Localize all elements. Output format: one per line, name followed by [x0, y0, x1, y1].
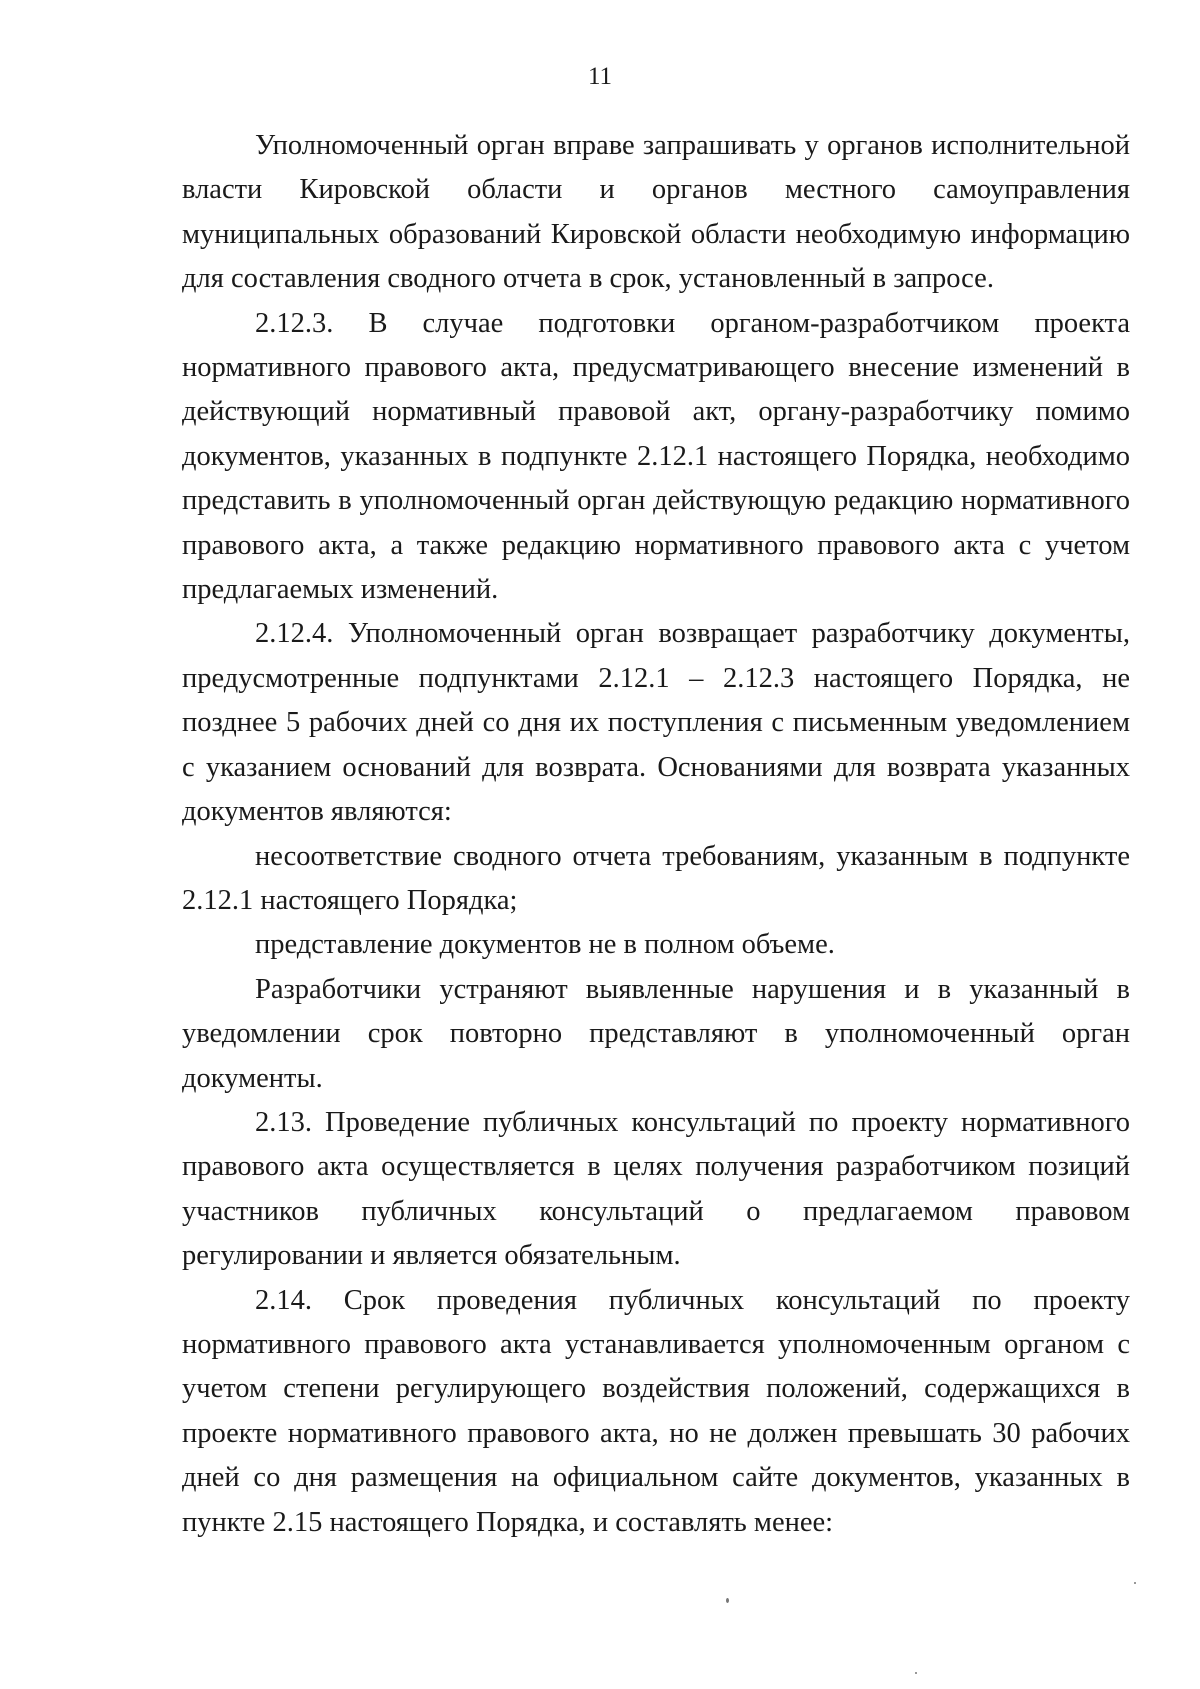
scan-speck — [915, 1672, 917, 1674]
paragraph-2-12-4: 2.12.4. Уполномоченный орган возвращает разработчику документы, предусмотренные подпунктами 2.12.1 – 2.12.3 настоящего Порядка, не позднее 5 рабочих дней со дня их поступления с письменным уведомлением с указанием оснований для возврата. Основаниями для возврата указанных документов являются: — [182, 618, 1130, 828]
page-number: 11 — [587, 63, 613, 90]
paragraph-2-14: 2.14. Срок проведения публичных консультаций по проекту нормативного правового акта устанавливается уполномоченным органом с учетом степени регулирующего воздействия положений, содержащихся в проекте нормативного правового акта, но не должен превышать 30 рабочих дней со дня размещения на официальном сайте документов, указанных в пункте 2.15 настоящего Порядка, и составлять менее: — [182, 1284, 1130, 1538]
scan-speck — [726, 1598, 729, 1603]
paragraph-developers-resubmit: Разработчики устраняют выявленные нарушения и в указанный в уведомлении срок повторно представляют в уполномоченный орган документы. — [182, 973, 1130, 1094]
paragraph-return-ground-2: представление документов не в полном объеме. — [255, 929, 835, 961]
paragraph-return-ground-1: несоответствие сводного отчета требованиям, указанным в подпункте 2.12.1 настоящего Порядка; — [182, 840, 1130, 916]
paragraph-2-12-3: 2.12.3. В случае подготовки органом-разработчиком проекта нормативного правового акта, предусматривающего внесение изменений в действующий нормативный правовой акт, органу-разработчику помимо документов, указанных в подпункте 2.12.1 настоящего Порядка, необходимо представить в уполномоченный орган действующую редакцию нормативного правового акта, а также редакцию нормативного правового акта с учетом предлагаемых изменений. — [182, 307, 1130, 606]
paragraph-2-13: 2.13. Проведение публичных консультаций по проекту нормативного правового акта осуществляется в целях получения разработчиком позиций участников публичных консультаций о предлагаемом правовом регулировании и является обязательным. — [182, 1106, 1130, 1272]
paragraph-info-request: Уполномоченный орган вправе запрашивать у органов исполнительной власти Кировской области и органов местного самоуправления муниципальных образований Кировской области необходимую информацию для составления сводного отчета в срок, установленный в запросе. — [182, 130, 1130, 295]
document-body — [182, 124, 1130, 1545]
scan-speck — [1134, 1582, 1136, 1584]
